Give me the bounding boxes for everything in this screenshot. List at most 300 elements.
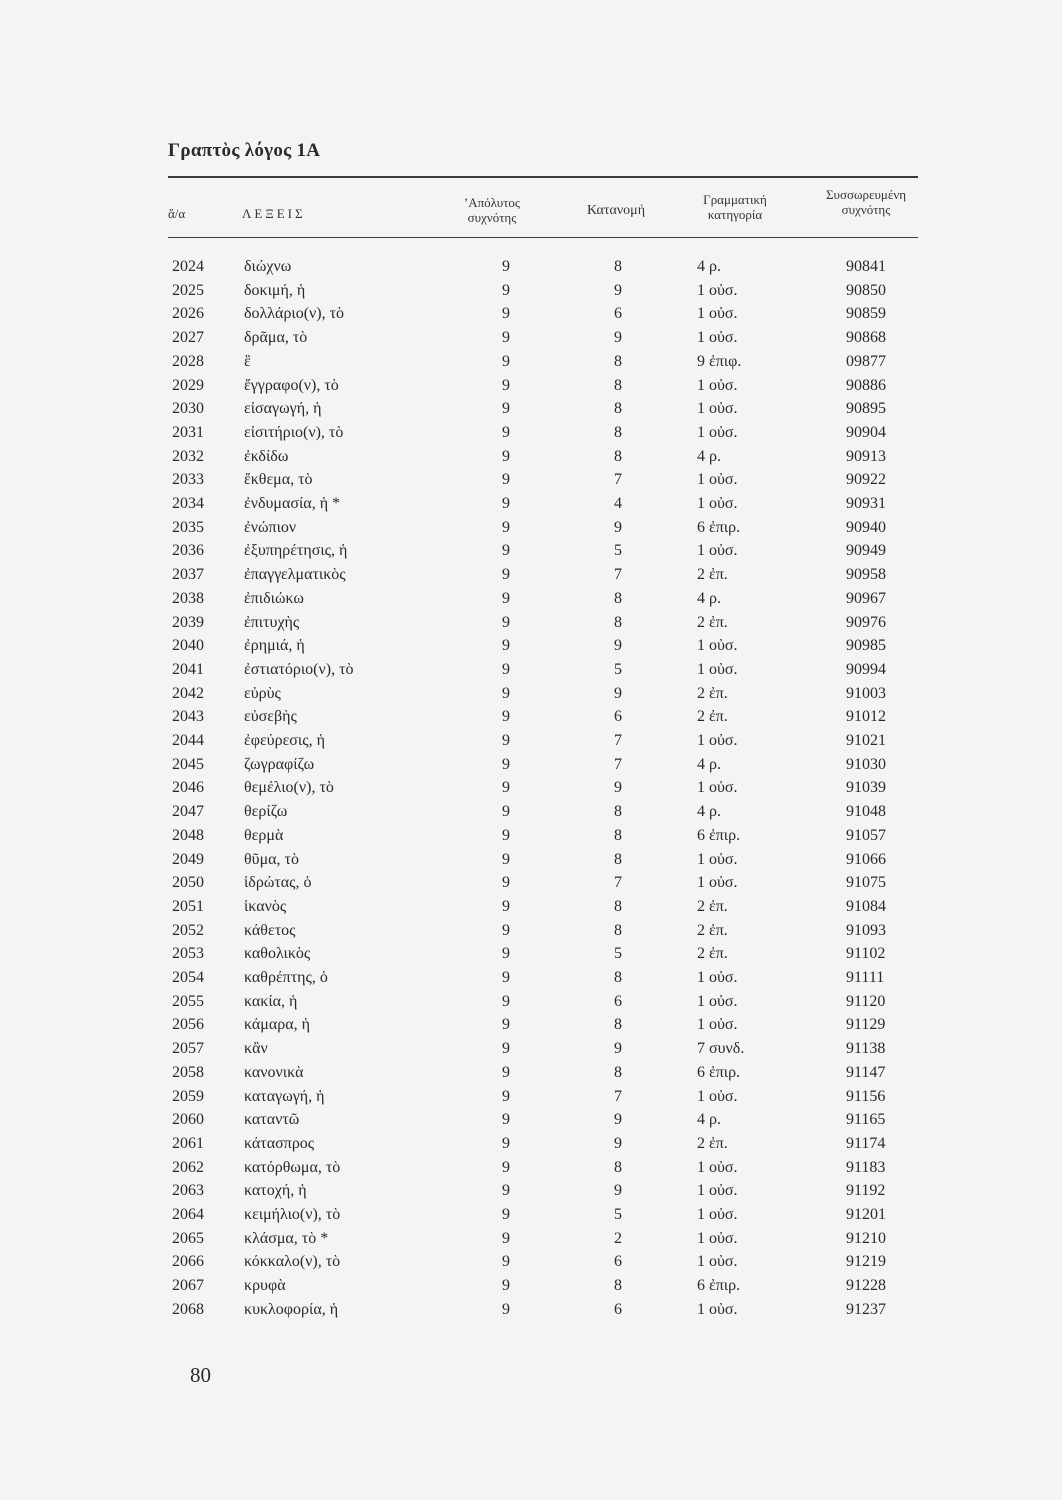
row-absolute-frequency: 9 bbox=[502, 708, 510, 726]
table-row bbox=[0, 519, 1062, 541]
row-cumulative-frequency: 90859 bbox=[846, 305, 886, 323]
row-word: ἔκθεμα, τὸ bbox=[244, 471, 313, 489]
table-row bbox=[0, 851, 1062, 873]
row-word: δολλάριο(ν), τὸ bbox=[244, 305, 345, 323]
table-row bbox=[0, 945, 1062, 967]
row-number: 2066 bbox=[172, 1253, 204, 1271]
row-distribution: 8 bbox=[614, 258, 622, 275]
row-absolute-frequency: 9 bbox=[502, 281, 510, 299]
row-grammatical-category: 2 ἐπ. bbox=[697, 684, 728, 702]
row-number: 2067 bbox=[172, 1277, 204, 1295]
row-absolute-frequency: 9 bbox=[502, 1016, 510, 1034]
table-row bbox=[0, 1088, 1062, 1110]
row-word: κἂν bbox=[244, 1040, 268, 1058]
row-number: 2041 bbox=[172, 660, 204, 678]
row-distribution: 7 bbox=[614, 566, 622, 584]
header-grammatical-category bbox=[670, 192, 800, 222]
row-cumulative-frequency: 91030 bbox=[846, 755, 886, 773]
table-row bbox=[0, 305, 1062, 327]
row-word: κάθετος bbox=[244, 921, 296, 939]
row-number: 2032 bbox=[172, 447, 204, 465]
table-row bbox=[0, 708, 1062, 730]
row-absolute-frequency: 9 bbox=[502, 589, 510, 607]
row-distribution: 9 bbox=[614, 684, 622, 702]
row-cumulative-frequency: 91084 bbox=[846, 897, 886, 915]
row-word: καταγωγή, ἡ bbox=[244, 1087, 325, 1105]
row-cumulative-frequency: 90967 bbox=[846, 589, 886, 607]
row-number: 2025 bbox=[172, 281, 204, 299]
row-grammatical-category: 6 ἐπιρ. bbox=[697, 1063, 741, 1081]
row-number: 2058 bbox=[172, 1063, 204, 1081]
row-cumulative-frequency: 91075 bbox=[846, 874, 886, 892]
row-grammatical-category: 1 οὐσ. bbox=[697, 376, 738, 394]
row-number: 2052 bbox=[172, 921, 204, 939]
row-number: 2060 bbox=[172, 1111, 204, 1129]
table-row bbox=[0, 1182, 1062, 1204]
table-row bbox=[0, 1064, 1062, 1086]
row-number: 2064 bbox=[172, 1206, 204, 1223]
row-number: 2026 bbox=[172, 305, 204, 323]
row-number: 2050 bbox=[172, 874, 204, 892]
row-cumulative-frequency: 91129 bbox=[846, 1016, 886, 1034]
row-grammatical-category: 4 ρ. bbox=[697, 589, 721, 607]
table-row bbox=[0, 922, 1062, 944]
row-number: 2046 bbox=[172, 779, 204, 797]
top-rule bbox=[168, 176, 918, 178]
row-grammatical-category: 1 οὐσ. bbox=[697, 660, 738, 678]
row-word: δρᾶμα, τὸ bbox=[244, 329, 308, 347]
header-distribution: Κατανομή bbox=[586, 203, 646, 218]
row-distribution: 7 bbox=[614, 755, 622, 773]
row-grammatical-category: 1 οὐσ. bbox=[697, 1087, 738, 1105]
row-absolute-frequency: 9 bbox=[502, 660, 510, 678]
table-row bbox=[0, 756, 1062, 778]
row-word: καθρέπτης, ὁ bbox=[244, 969, 328, 986]
row-distribution: 2 bbox=[614, 1229, 622, 1247]
row-grammatical-category: 1 οὐσ. bbox=[697, 637, 738, 655]
row-distribution: 8 bbox=[614, 1016, 622, 1034]
row-number: 2036 bbox=[172, 542, 204, 560]
row-word: εἰσιτήριο(ν), τὸ bbox=[244, 423, 344, 441]
table-row bbox=[0, 993, 1062, 1015]
row-absolute-frequency: 9 bbox=[502, 1182, 510, 1200]
row-absolute-frequency: 9 bbox=[502, 1253, 510, 1271]
row-word: κειμήλιο(ν), τὸ bbox=[244, 1206, 341, 1223]
row-grammatical-category: 6 ἐπιρ. bbox=[697, 518, 741, 536]
row-absolute-frequency: 9 bbox=[502, 542, 510, 560]
table-row bbox=[0, 1135, 1062, 1157]
row-word: κλάσμα, τὸ * bbox=[244, 1229, 329, 1247]
row-distribution: 7 bbox=[614, 874, 622, 892]
row-distribution: 8 bbox=[614, 850, 622, 868]
table-row bbox=[0, 495, 1062, 517]
table-row bbox=[0, 779, 1062, 801]
row-absolute-frequency: 9 bbox=[502, 613, 510, 631]
row-word: κόκκαλο(ν), τὸ bbox=[244, 1253, 341, 1271]
row-cumulative-frequency: 91138 bbox=[846, 1040, 886, 1058]
row-cumulative-frequency: 90841 bbox=[846, 258, 886, 275]
header-words: ΛΕΞΕΙΣ bbox=[242, 206, 306, 221]
row-number: 2057 bbox=[172, 1040, 204, 1058]
row-cumulative-frequency: 90940 bbox=[846, 518, 886, 536]
row-cumulative-frequency: 90913 bbox=[846, 447, 886, 465]
row-distribution: 8 bbox=[614, 1158, 622, 1176]
row-distribution: 8 bbox=[614, 352, 622, 370]
row-absolute-frequency: 9 bbox=[502, 1040, 510, 1058]
row-word: ἐκδίδω bbox=[244, 447, 289, 465]
row-number: 2039 bbox=[172, 613, 204, 631]
table-row bbox=[0, 590, 1062, 612]
row-distribution: 9 bbox=[614, 1134, 622, 1152]
table-row bbox=[0, 1230, 1062, 1252]
row-cumulative-frequency: 91174 bbox=[846, 1134, 886, 1152]
row-absolute-frequency: 9 bbox=[502, 684, 510, 702]
row-cumulative-frequency: 90985 bbox=[846, 637, 886, 655]
row-number: 2044 bbox=[172, 732, 204, 749]
row-number: 2056 bbox=[172, 1016, 204, 1034]
table-row bbox=[0, 732, 1062, 754]
row-number: 2049 bbox=[172, 850, 204, 868]
table-row bbox=[0, 566, 1062, 588]
row-word: ἐστιατόριο(ν), τὸ bbox=[244, 660, 354, 678]
row-distribution: 7 bbox=[614, 732, 622, 749]
table-row bbox=[0, 282, 1062, 304]
row-distribution: 9 bbox=[614, 518, 622, 536]
row-cumulative-frequency: 90886 bbox=[846, 376, 886, 394]
row-grammatical-category: 1 οὐσ. bbox=[697, 732, 738, 749]
table-row bbox=[0, 898, 1062, 920]
row-distribution: 5 bbox=[614, 542, 622, 560]
row-number: 2068 bbox=[172, 1300, 204, 1318]
page-title: Γραπτὸς λόγος 1Α bbox=[168, 140, 321, 161]
row-cumulative-frequency: 91093 bbox=[846, 921, 886, 939]
row-cumulative-frequency: 91219 bbox=[846, 1253, 886, 1271]
row-word: θερίζω bbox=[244, 803, 288, 821]
row-absolute-frequency: 9 bbox=[502, 305, 510, 323]
table-row bbox=[0, 1206, 1062, 1228]
row-cumulative-frequency: 91066 bbox=[846, 850, 886, 868]
row-number: 2033 bbox=[172, 471, 204, 489]
row-cumulative-frequency: 91111 bbox=[846, 969, 885, 986]
row-number: 2037 bbox=[172, 566, 204, 584]
row-cumulative-frequency: 91057 bbox=[846, 826, 886, 844]
row-cumulative-frequency: 91048 bbox=[846, 803, 886, 821]
row-absolute-frequency: 9 bbox=[502, 992, 510, 1010]
row-absolute-frequency: 9 bbox=[502, 637, 510, 655]
row-grammatical-category: 1 οὐσ. bbox=[697, 992, 738, 1010]
row-word: καθολικὸς bbox=[244, 945, 311, 963]
table-row bbox=[0, 1159, 1062, 1181]
row-word: εὐσεβὴς bbox=[244, 708, 297, 726]
row-distribution: 7 bbox=[614, 471, 622, 489]
row-word: κακία, ἡ bbox=[244, 992, 298, 1010]
row-number: 2043 bbox=[172, 708, 204, 726]
row-grammatical-category: 1 οὐσ. bbox=[697, 305, 738, 323]
row-cumulative-frequency: 90958 bbox=[846, 566, 886, 584]
row-distribution: 6 bbox=[614, 1300, 622, 1318]
row-absolute-frequency: 9 bbox=[502, 423, 510, 441]
row-grammatical-category: 1 οὐσ. bbox=[697, 1158, 738, 1176]
row-grammatical-category: 2 ἐπ. bbox=[697, 566, 728, 584]
row-distribution: 8 bbox=[614, 826, 622, 844]
row-distribution: 8 bbox=[614, 921, 622, 939]
row-grammatical-category: 1 οὐσ. bbox=[697, 1182, 738, 1200]
row-absolute-frequency: 9 bbox=[502, 826, 510, 844]
row-cumulative-frequency: 91228 bbox=[846, 1277, 886, 1295]
table-row bbox=[0, 614, 1062, 636]
row-grammatical-category: 2 ἐπ. bbox=[697, 1134, 728, 1152]
table-row bbox=[0, 424, 1062, 446]
header-cum-line1: Συσσωρευμένη bbox=[825, 187, 907, 202]
row-number: 2030 bbox=[172, 400, 204, 418]
table-row bbox=[0, 1111, 1062, 1133]
row-distribution: 5 bbox=[614, 945, 622, 963]
row-absolute-frequency: 9 bbox=[502, 921, 510, 939]
row-grammatical-category: 2 ἐπ. bbox=[697, 613, 728, 631]
row-cumulative-frequency: 91156 bbox=[846, 1087, 886, 1105]
row-absolute-frequency: 9 bbox=[502, 874, 510, 892]
row-number: 2027 bbox=[172, 329, 204, 347]
row-word: ἱκανὸς bbox=[244, 897, 287, 915]
row-number: 2040 bbox=[172, 637, 204, 655]
table-row bbox=[0, 661, 1062, 683]
table-row bbox=[0, 471, 1062, 493]
row-cumulative-frequency: 90931 bbox=[846, 495, 886, 512]
row-grammatical-category: 1 οὐσ. bbox=[697, 400, 738, 418]
row-word: ἐφεύρεσις, ἡ bbox=[244, 732, 325, 749]
row-absolute-frequency: 9 bbox=[502, 1087, 510, 1105]
table-row bbox=[0, 1040, 1062, 1062]
row-cumulative-frequency: 90949 bbox=[846, 542, 886, 560]
row-distribution: 8 bbox=[614, 589, 622, 607]
row-number: 2059 bbox=[172, 1087, 204, 1105]
table-row bbox=[0, 874, 1062, 896]
row-absolute-frequency: 9 bbox=[502, 329, 510, 347]
table-row bbox=[0, 803, 1062, 825]
row-distribution: 4 bbox=[614, 495, 622, 512]
row-word: κατόρθωμα, τὸ bbox=[244, 1158, 341, 1176]
row-cumulative-frequency: 90868 bbox=[846, 329, 886, 347]
row-cumulative-frequency: 91237 bbox=[846, 1300, 886, 1318]
row-word: καταντῶ bbox=[244, 1111, 300, 1129]
row-absolute-frequency: 9 bbox=[502, 850, 510, 868]
row-grammatical-category: 4 ρ. bbox=[697, 447, 721, 465]
row-number: 2047 bbox=[172, 803, 204, 821]
header-serial: ἅ/α bbox=[168, 206, 186, 221]
row-absolute-frequency: 9 bbox=[502, 779, 510, 797]
row-absolute-frequency: 9 bbox=[502, 352, 510, 370]
row-grammatical-category: 2 ἐπ. bbox=[697, 921, 728, 939]
row-absolute-frequency: 9 bbox=[502, 376, 510, 394]
row-distribution: 5 bbox=[614, 1206, 622, 1223]
row-number: 2055 bbox=[172, 992, 204, 1010]
row-absolute-frequency: 9 bbox=[502, 566, 510, 584]
table-row bbox=[0, 637, 1062, 659]
row-distribution: 8 bbox=[614, 376, 622, 394]
row-number: 2028 bbox=[172, 352, 204, 370]
header-gram-line2: κατηγορία bbox=[707, 207, 763, 222]
row-number: 2054 bbox=[172, 969, 204, 986]
row-cumulative-frequency: 90895 bbox=[846, 400, 886, 418]
table-row bbox=[0, 258, 1062, 280]
row-cumulative-frequency: 90904 bbox=[846, 423, 886, 441]
row-distribution: 8 bbox=[614, 803, 622, 821]
row-absolute-frequency: 9 bbox=[502, 258, 510, 275]
row-grammatical-category: 7 συνδ. bbox=[697, 1040, 745, 1058]
row-grammatical-category: 2 ἐπ. bbox=[697, 897, 728, 915]
row-word: εὐρὺς bbox=[244, 684, 281, 702]
row-cumulative-frequency: 91147 bbox=[846, 1063, 886, 1081]
row-absolute-frequency: 9 bbox=[502, 1206, 510, 1223]
row-distribution: 9 bbox=[614, 1040, 622, 1058]
row-word: θεμέλιο(ν), τὸ bbox=[244, 779, 334, 797]
row-grammatical-category: 1 οὐσ. bbox=[697, 1229, 738, 1247]
row-number: 2045 bbox=[172, 755, 204, 773]
row-number: 2051 bbox=[172, 897, 204, 915]
header-cumulative-frequency bbox=[806, 187, 926, 217]
row-grammatical-category: 1 οὐσ. bbox=[697, 329, 738, 347]
row-grammatical-category: 1 οὐσ. bbox=[697, 1300, 738, 1318]
row-cumulative-frequency: 91120 bbox=[846, 992, 886, 1010]
row-word: ἐνδυμασία, ἡ * bbox=[244, 495, 341, 512]
header-absolute-frequency bbox=[432, 195, 552, 225]
row-cumulative-frequency: 91003 bbox=[846, 684, 886, 702]
row-grammatical-category: 1 οὐσ. bbox=[697, 495, 738, 512]
row-absolute-frequency: 9 bbox=[502, 1158, 510, 1176]
row-grammatical-category: 1 οὐσ. bbox=[697, 471, 738, 489]
row-distribution: 9 bbox=[614, 1111, 622, 1129]
row-word: δοκιμή, ἡ bbox=[244, 281, 306, 299]
row-distribution: 8 bbox=[614, 447, 622, 465]
row-word: διώχνω bbox=[244, 258, 292, 275]
row-cumulative-frequency: 91210 bbox=[846, 1229, 886, 1247]
row-number: 2029 bbox=[172, 376, 204, 394]
header-absolute-line2: συχνότης bbox=[467, 210, 517, 225]
row-distribution: 8 bbox=[614, 897, 622, 915]
row-word: ἔγγραφο(ν), τὸ bbox=[244, 376, 339, 394]
row-absolute-frequency: 9 bbox=[502, 1111, 510, 1129]
row-cumulative-frequency: 91183 bbox=[846, 1158, 886, 1176]
row-word: ἐπαγγελματικὸς bbox=[244, 566, 346, 584]
page-number: 80 bbox=[190, 1363, 211, 1387]
row-cumulative-frequency: 91201 bbox=[846, 1206, 886, 1223]
table-row bbox=[0, 542, 1062, 564]
row-number: 2048 bbox=[172, 826, 204, 844]
row-grammatical-category: 4 ρ. bbox=[697, 258, 721, 275]
row-cumulative-frequency: 91012 bbox=[846, 708, 886, 726]
table-row bbox=[0, 1016, 1062, 1038]
row-number: 2031 bbox=[172, 423, 204, 441]
header-cum-line2: συχνότης bbox=[841, 202, 891, 217]
row-word: θερμὰ bbox=[244, 826, 284, 844]
row-distribution: 9 bbox=[614, 779, 622, 797]
row-number: 2038 bbox=[172, 589, 204, 607]
row-word: κρυφὰ bbox=[244, 1277, 286, 1295]
row-word: ἐπιτυχὴς bbox=[244, 613, 300, 631]
table-row bbox=[0, 827, 1062, 849]
row-cumulative-frequency: 91102 bbox=[846, 945, 886, 963]
row-number: 2065 bbox=[172, 1229, 204, 1247]
row-word: ἒ bbox=[244, 352, 251, 370]
row-grammatical-category: 1 οὐσ. bbox=[697, 1253, 738, 1271]
row-cumulative-frequency: 91192 bbox=[846, 1182, 886, 1200]
row-grammatical-category: 4 ρ. bbox=[697, 755, 721, 773]
row-distribution: 8 bbox=[614, 1277, 622, 1295]
table-row bbox=[0, 969, 1062, 991]
row-word: ἐξυπηρέτησις, ἡ bbox=[244, 542, 348, 560]
row-word: κάτασπρος bbox=[244, 1134, 315, 1152]
row-cumulative-frequency: 90976 bbox=[846, 613, 886, 631]
row-distribution: 9 bbox=[614, 281, 622, 299]
row-grammatical-category: 1 οὐσ. bbox=[697, 1206, 738, 1223]
row-grammatical-category: 1 οὐσ. bbox=[697, 542, 738, 560]
row-word: κανονικὰ bbox=[244, 1063, 304, 1081]
header-rule bbox=[168, 237, 918, 238]
row-grammatical-category: 1 οὐσ. bbox=[697, 779, 738, 797]
row-grammatical-category: 1 οὐσ. bbox=[697, 969, 738, 986]
row-absolute-frequency: 9 bbox=[502, 447, 510, 465]
table-row bbox=[0, 377, 1062, 399]
row-grammatical-category: 1 οὐσ. bbox=[697, 1016, 738, 1034]
row-absolute-frequency: 9 bbox=[502, 495, 510, 512]
table-row bbox=[0, 685, 1062, 707]
row-absolute-frequency: 9 bbox=[502, 1229, 510, 1247]
row-absolute-frequency: 9 bbox=[502, 1063, 510, 1081]
row-distribution: 8 bbox=[614, 423, 622, 441]
row-cumulative-frequency: 90994 bbox=[846, 660, 886, 678]
row-cumulative-frequency: 91021 bbox=[846, 732, 886, 749]
row-distribution: 8 bbox=[614, 400, 622, 418]
row-word: εἰσαγωγή, ἡ bbox=[244, 400, 322, 418]
row-word: ἱδρώτας, ὁ bbox=[244, 874, 312, 892]
row-cumulative-frequency: 90850 bbox=[846, 281, 886, 299]
row-word: ἐρημιά, ἡ bbox=[244, 637, 305, 655]
row-distribution: 6 bbox=[614, 992, 622, 1010]
table-row bbox=[0, 1253, 1062, 1275]
row-cumulative-frequency: 09877 bbox=[846, 352, 886, 370]
row-distribution: 5 bbox=[614, 660, 622, 678]
row-number: 2053 bbox=[172, 945, 204, 963]
row-distribution: 9 bbox=[614, 1182, 622, 1200]
row-absolute-frequency: 9 bbox=[502, 732, 510, 749]
row-absolute-frequency: 9 bbox=[502, 1277, 510, 1295]
row-grammatical-category: 9 ἐπιφ. bbox=[697, 352, 742, 370]
row-absolute-frequency: 9 bbox=[502, 803, 510, 821]
row-distribution: 6 bbox=[614, 1253, 622, 1271]
row-number: 2062 bbox=[172, 1158, 204, 1176]
row-grammatical-category: 4 ρ. bbox=[697, 1111, 721, 1129]
row-number: 2061 bbox=[172, 1134, 204, 1152]
row-number: 2035 bbox=[172, 518, 204, 536]
row-number: 2042 bbox=[172, 684, 204, 702]
table-row bbox=[0, 353, 1062, 375]
row-grammatical-category: 1 οὐσ. bbox=[697, 874, 738, 892]
row-grammatical-category: 2 ἐπ. bbox=[697, 708, 728, 726]
row-absolute-frequency: 9 bbox=[502, 400, 510, 418]
table-row bbox=[0, 329, 1062, 351]
row-grammatical-category: 1 οὐσ. bbox=[697, 850, 738, 868]
row-cumulative-frequency: 90922 bbox=[846, 471, 886, 489]
row-absolute-frequency: 9 bbox=[502, 1300, 510, 1318]
row-distribution: 7 bbox=[614, 1087, 622, 1105]
table-row bbox=[0, 400, 1062, 422]
row-absolute-frequency: 9 bbox=[502, 1134, 510, 1152]
row-word: ζωγραφίζω bbox=[244, 755, 315, 773]
row-absolute-frequency: 9 bbox=[502, 471, 510, 489]
row-number: 2024 bbox=[172, 258, 204, 275]
row-absolute-frequency: 9 bbox=[502, 518, 510, 536]
row-word: κυκλοφορία, ἡ bbox=[244, 1300, 339, 1318]
